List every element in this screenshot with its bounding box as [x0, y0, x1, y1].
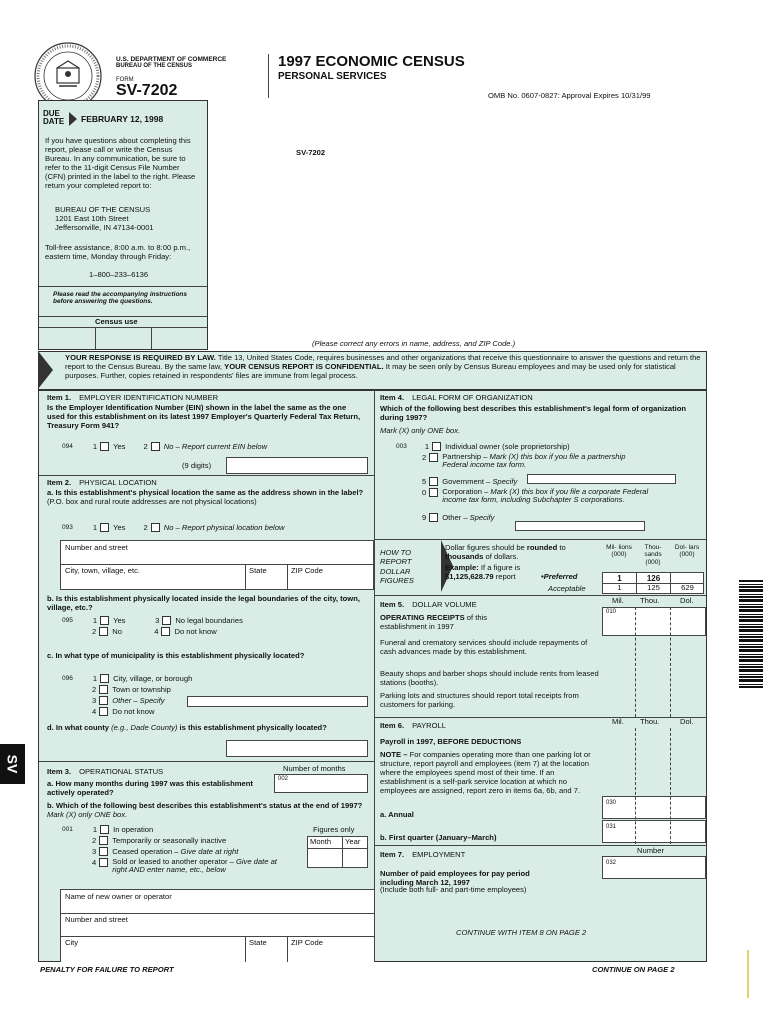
form-number: SV-7202 — [116, 82, 178, 99]
col-thousands-head: Thou- sands (000) — [644, 544, 662, 566]
item4-instruction: Mark (X) only ONE box. — [380, 426, 461, 435]
item5-dol: Dol. — [680, 596, 694, 605]
acc-millions: 1 — [617, 583, 622, 592]
law-text: YOUR RESPONSE IS REQUIRED BY LAW. Title 13, United States Code, requires businesses and other organizations that receive this questionnaire to answer the questions and return the report to the Census Bureau. By the same law, YOUR CENSUS REPORT IS CONFIDENTIAL. It may be seen only by Census Bureau employees and may be used only for statistical purposes. Further, copies retained in respondents' files are immune from legal process. — [65, 353, 701, 380]
item4-heading: Item 4. LEGAL FORM OF ORGANIZATION — [380, 393, 533, 402]
address-line-1: BUREAU OF THE CENSUS — [55, 205, 151, 214]
ein-digits-hint: (9 digits) — [182, 461, 212, 470]
item1-options: 094 1 Yes 2 No – Report current EIN below — [62, 442, 268, 451]
other-legal-form-input[interactable] — [515, 521, 645, 531]
penalty-notice: PENALTY FOR FAILURE TO REPORT — [40, 965, 174, 974]
acc-thousands: 125 — [647, 583, 660, 592]
ceased-operation-checkbox[interactable] — [99, 847, 108, 856]
item5-heading: Item 5. DOLLAR VOLUME — [380, 600, 477, 609]
ein-input[interactable] — [226, 457, 368, 474]
item2b-options: 095 1 Yes 3 No legal boundaries 2 No 4 Do not know — [62, 616, 243, 636]
instructions-panel — [38, 100, 208, 350]
preferred-label: •Preferred — [541, 572, 578, 581]
ein-yes-checkbox[interactable] — [100, 442, 109, 451]
item6-thou: Thou. — [640, 717, 660, 726]
example-values-grid — [602, 572, 704, 594]
receipts-input[interactable]: 010 — [602, 607, 706, 636]
no-legal-boundaries-checkbox[interactable] — [162, 616, 171, 625]
col-dollars-head: Dol- lars (000) — [674, 544, 700, 559]
sole-proprietorship-checkbox[interactable] — [432, 442, 441, 451]
omb-number: OMB No. 0607-0827: Approval Expires 10/31/99 — [488, 91, 651, 100]
sold-leased-checkbox[interactable] — [99, 858, 108, 867]
item3a-question: a. How many months during 1997 was this establishment actively operated? — [47, 779, 253, 797]
due-date-arrow — [69, 112, 77, 126]
receipts-note-beauty: Beauty shops and barber shops should include rents from leased stations (booths). — [380, 669, 599, 687]
months-label: Number of months — [283, 764, 346, 773]
zip-field-label[interactable]: ZIP Code — [291, 566, 323, 575]
item2b-question: b. Is this establishment physically located inside the legal boundaries of the city, town, village, etc.? — [47, 594, 360, 612]
status-date-box[interactable] — [307, 836, 368, 868]
bureau-name: BUREAU OF THE CENSUS — [116, 63, 193, 69]
partnership-checkbox[interactable] — [429, 453, 438, 462]
new-owner-state-label[interactable]: State — [249, 938, 267, 947]
howto-example: Example: If a figure is $1,125,628.79 report — [445, 563, 521, 581]
item6-mil: Mil. — [612, 717, 624, 726]
item6-dol: Dol. — [680, 717, 694, 726]
item2c-options: 096 1 City, village, or borough 2 Town or township 3 Other – Specify 4 Do not know — [62, 674, 193, 716]
edge-mark — [747, 950, 749, 998]
inside-no-checkbox[interactable] — [99, 627, 108, 636]
government-specify-input[interactable] — [527, 474, 676, 484]
law-banner — [38, 351, 707, 390]
in-operation-checkbox[interactable] — [100, 825, 109, 834]
address-line-2: 1201 East 10th Street — [55, 214, 129, 223]
howto-label: HOW TO REPORT DOLLAR FIGURES — [380, 548, 414, 586]
months-input[interactable]: 002 — [274, 774, 368, 793]
new-owner-zip-label[interactable]: ZIP Code — [291, 938, 323, 947]
item1-heading: Item 1. EMPLOYER IDENTIFICATION NUMBER — [47, 393, 219, 402]
receipts-note-parking: Parking lots and structures should report total receipts from customers for parking. — [380, 691, 579, 709]
state-field-label[interactable]: State — [249, 566, 267, 575]
due-date-label: DUE DATE — [43, 109, 65, 127]
continue-page2: CONTINUE ON PAGE 2 — [592, 965, 675, 974]
location-no-checkbox[interactable] — [151, 523, 160, 532]
acc-dollars: 629 — [681, 583, 694, 592]
payroll-note: NOTE – For companies operating more than one parking lot or structure, report payroll and employees (item 7) at the location where the employees spend most of their time. If an establishment is a self-park service location at which no employees are assigned, report zero in items 6a, 6b, and 7. — [380, 750, 591, 795]
city-village-checkbox[interactable] — [100, 674, 109, 683]
label-form-code: SV-7202 — [296, 148, 326, 157]
item2-heading: Item 2. PHYSICAL LOCATION — [47, 478, 157, 487]
ein-no-checkbox[interactable] — [151, 442, 160, 451]
item4-question: Which of the following best describes this establishment's legal form of organization during 1997? — [380, 404, 687, 422]
new-owner-city-label[interactable]: City — [65, 938, 79, 947]
item2d-question: d. In what county (e.g., Dade County) is this establishment physically located? — [47, 723, 327, 732]
municipality-other-input[interactable] — [187, 696, 368, 707]
county-input[interactable] — [226, 740, 368, 757]
payroll-heading: Payroll in 1997, BEFORE DEDUCTIONS — [380, 737, 522, 746]
municipality-other-checkbox[interactable] — [99, 696, 108, 705]
item2a-options: 093 1 Yes 2 No – Report physical location below — [62, 523, 285, 532]
address-line-3: Jeffersonville, IN 47134-0001 — [55, 223, 154, 232]
dept-name: U.S. DEPARTMENT OF COMMERCE — [116, 56, 227, 63]
phone-number: 1–800–233–6136 — [89, 270, 149, 279]
new-owner-name-label[interactable]: Name of new owner or operator — [65, 892, 172, 901]
new-owner-box — [60, 889, 374, 962]
questions-text: If you have questions about completing this report, please call or write the Census Bureau. In any communication, be sure to refer to the 11-digit Census File Number (CFN) printed in the label to the right. Please return your completed report to: — [45, 136, 196, 190]
item3b-options: 001 1 In operation 2 Temporarily or seasonally inactive 3 Ceased operation – Give date at right 4 Sold or leased to another operator – Give date at right AND enter name, etc., below — [62, 825, 277, 875]
inactive-checkbox[interactable] — [99, 836, 108, 845]
continue-item8: CONTINUE WITH ITEM 8 ON PAGE 2 — [456, 928, 587, 937]
government-checkbox[interactable] — [429, 477, 438, 486]
read-instructions: Please read the accompanying instructions before answering the questions. — [53, 291, 188, 306]
pref-millions: 1 — [617, 574, 622, 583]
location-yes-checkbox[interactable] — [100, 523, 109, 532]
col-millions-head: Mil- lions (000) — [606, 544, 632, 559]
item6-heading: Item 6. PAYROLL — [380, 721, 446, 730]
inside-dont-know-checkbox[interactable] — [161, 627, 170, 636]
form-label: FORM — [116, 77, 134, 83]
employment-input[interactable]: 032 — [602, 856, 706, 879]
item3b-question: b. Which of the following best describes this establishment's status at the end of 1997? Mark (X) only ONE box. — [47, 801, 363, 819]
barcode — [739, 580, 763, 688]
payroll-annual-input[interactable]: 030 — [602, 796, 706, 819]
employment-note: (Include both full- and part-time employees) — [380, 885, 527, 894]
new-owner-street-label[interactable]: Number and street — [65, 915, 128, 924]
pref-thousands: 126 — [646, 574, 661, 583]
inside-yes-checkbox[interactable] — [100, 616, 109, 625]
employment-number-label: Number — [637, 846, 665, 855]
item2a-question: a. Is this establishment's physical location the same as the address shown in the label? (P.O. box and rural route addresses are not physical locations) — [47, 488, 364, 506]
header-divider — [268, 54, 269, 98]
banner-arrow — [38, 351, 53, 389]
correction-note: (Please correct any errors in name, address, and ZIP Code.) — [312, 339, 516, 348]
tollfree-text: Toll-free assistance, 8:00 a.m. to 8:00 p.m., eastern time, Monday through Friday: — [45, 243, 191, 261]
item5-mil: Mil. — [612, 596, 624, 605]
item2c-question: c. In what type of municipality is this establishment physically located? — [47, 651, 305, 660]
payroll-annual-label: a. Annual — [380, 810, 414, 819]
city-field-label[interactable]: City, town, village, etc. — [65, 566, 140, 575]
due-date: FEBRUARY 12, 1998 — [81, 114, 164, 124]
howto-text: Dollar figures should be rounded to thousands of dollars. — [445, 543, 566, 561]
census-use-label: Census use — [95, 317, 138, 326]
payroll-q1-label: b. First quarter (January–March) — [380, 833, 497, 842]
figures-only-label: Figures only — [313, 825, 355, 834]
item7-heading: Item 7. EMPLOYMENT — [380, 850, 466, 859]
item1-question: Is the Employer Identification Number (EIN) shown in the label the same as the one used for this establishment on its latest 1997 Employer's Quarterly Federal Tax Return, Treasury Form 941? — [47, 403, 361, 430]
municipality-dont-know-checkbox[interactable] — [99, 707, 108, 716]
item3-heading: Item 3. OPERATIONAL STATUS — [47, 767, 164, 776]
form-tab: SV — [0, 744, 25, 784]
receipts-note-funeral: Funeral and crematory services should include repayments of cash advances made by this establishment. — [380, 638, 588, 656]
form-subtitle: PERSONAL SERVICES — [278, 71, 387, 82]
item5-thou: Thou. — [640, 596, 660, 605]
town-township-checkbox[interactable] — [99, 685, 108, 694]
month-label: Month — [310, 837, 332, 846]
corporation-checkbox[interactable] — [429, 488, 438, 497]
form-title: 1997 ECONOMIC CENSUS — [278, 53, 465, 70]
street-field-label[interactable]: Number and street — [65, 543, 128, 552]
physical-address-box — [60, 540, 374, 590]
receipts-label: OPERATING RECEIPTS of this establishment in 1997 — [380, 613, 488, 631]
item4-options: 003 1 Individual owner (sole proprietorship) 2 Partnership – Mark (X) this box if you file a partnership Federal income tax form. 5 Government – Specify 0 Corporation – Mark (X) this box if you file a corporate Federal income tax form, including Subchapter S corporations. 9 Other – Specify — [396, 442, 649, 523]
year-label: Year — [345, 837, 361, 846]
employment-question: Number of paid employees for pay period including March 12, 1997 — [380, 869, 530, 887]
acceptable-label: Acceptable — [548, 584, 586, 593]
other-legal-form-checkbox[interactable] — [429, 513, 438, 522]
payroll-q1-input[interactable]: 031 — [602, 820, 706, 843]
